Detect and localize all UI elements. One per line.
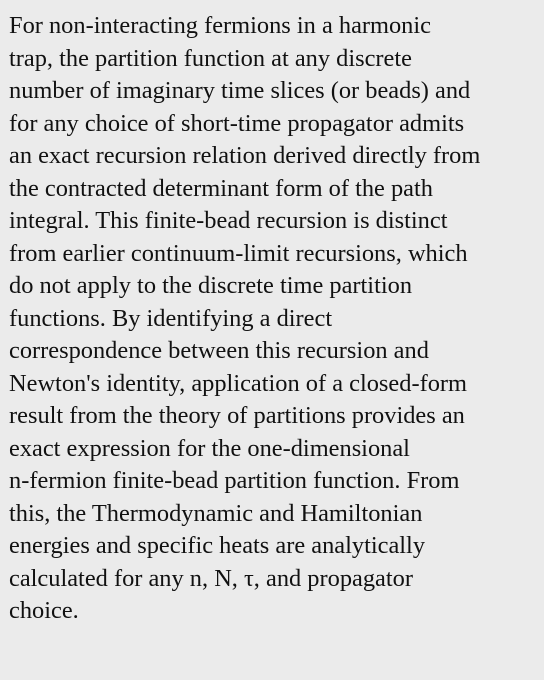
abstract-line: For non-interacting fermions in a harmonic: [9, 12, 431, 39]
abstract-line: energies and specific heats are analytically: [9, 532, 426, 559]
abstract-line: choice.: [9, 597, 79, 624]
abstract-line: do not apply to the discrete time partition: [9, 272, 413, 299]
abstract-line: n-fermion finite-bead partition function. From: [9, 467, 460, 494]
abstract-line: functions. By identifying a direct: [9, 304, 333, 332]
abstract-line: for any choice of short-time propagator admits: [9, 109, 465, 137]
abstract-line: the contracted determinant form of the path: [9, 174, 433, 202]
abstract-line: from earlier continuum-limit recursions, which: [9, 239, 468, 267]
abstract-line: exact expression for the one-dimensional: [9, 434, 410, 462]
abstract-line: number of imaginary time slices (or beads) and: [9, 77, 471, 104]
abstract-line: Newton's identity, application of a closed-form: [9, 369, 467, 397]
abstract-line: trap, the partition function at any discrete: [9, 44, 412, 72]
abstract-text: [9, 10, 544, 628]
abstract-line: result from the theory of partitions provides an: [9, 402, 465, 429]
abstract-line: correspondence between this recursion and: [9, 337, 429, 364]
abstract-line: integral. This finite-bead recursion is distinct: [9, 207, 448, 234]
abstract-line: an exact recursion relation derived directly from: [9, 142, 481, 169]
abstract-line: this, the Thermodynamic and Hamiltonian: [9, 499, 423, 527]
abstract-line: calculated for any n, N, τ, and propagator: [9, 564, 413, 592]
